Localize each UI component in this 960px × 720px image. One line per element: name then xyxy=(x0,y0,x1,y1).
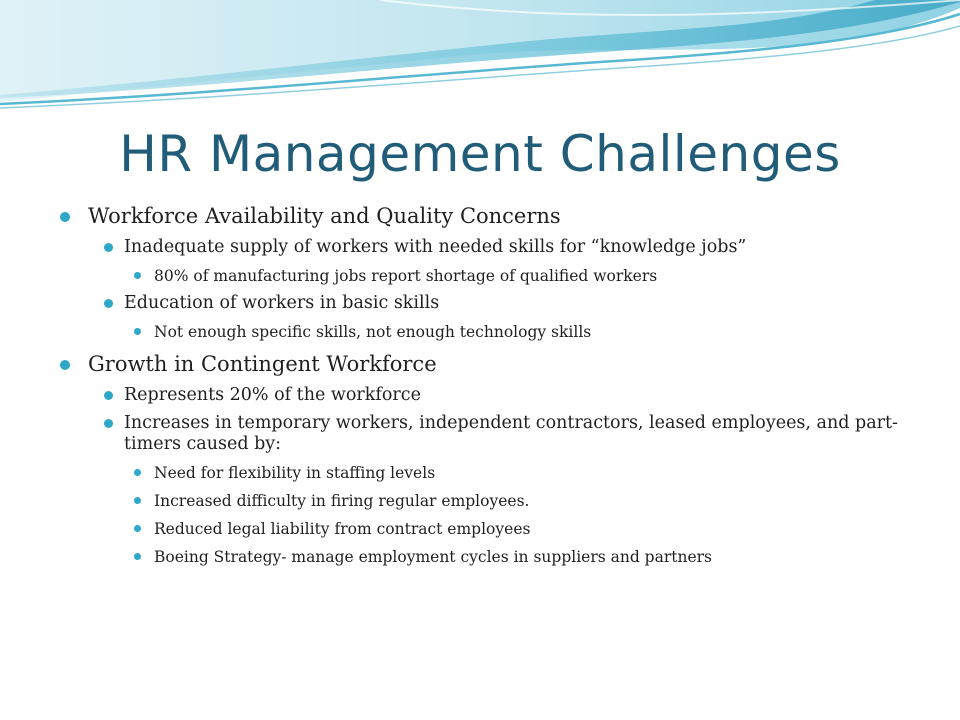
bullet-level3 xyxy=(60,491,900,511)
bullet-dot-icon xyxy=(134,553,141,560)
bullet-text: Increases in temporary workers, independent contractors, leased employees, and part-timers caused by: xyxy=(124,413,898,454)
bullet-level1 xyxy=(60,202,900,230)
bullet-dot-icon xyxy=(134,497,141,504)
bullet-level2 xyxy=(60,237,900,258)
bullet-level2 xyxy=(60,413,900,455)
bullet-level3 xyxy=(60,463,900,483)
bullet-level2 xyxy=(60,293,900,314)
bullet-dot-icon xyxy=(104,299,113,308)
bullet-dot-icon xyxy=(134,328,141,335)
bullet-text: Boeing Strategy- manage employment cycles in suppliers and partners xyxy=(154,548,713,566)
bullet-dot-icon xyxy=(134,272,141,279)
slide-content xyxy=(60,198,900,567)
bullet-level3 xyxy=(60,266,900,286)
bullet-level3 xyxy=(60,547,900,567)
header-wave-decoration xyxy=(0,0,960,120)
bullet-text: Represents 20% of the workforce xyxy=(124,385,421,405)
slide-title: HR Management Challenges xyxy=(119,125,841,183)
bullet-text: Reduced legal liability from contract employees xyxy=(154,520,531,538)
bullet-text: 80% of manufacturing jobs report shortage of qualified workers xyxy=(154,267,658,285)
bullet-level3 xyxy=(60,322,900,342)
bullet-text: Workforce Availability and Quality Concerns xyxy=(88,204,561,228)
bullet-dot-icon xyxy=(134,469,141,476)
bullet-text: Growth in Contingent Workforce xyxy=(88,352,437,376)
bullet-dot-icon xyxy=(104,243,113,252)
bullet-dot-icon xyxy=(104,419,113,428)
bullet-text: Need for flexibility in staffing levels xyxy=(154,464,436,482)
bullet-text: Education of workers in basic skills xyxy=(124,293,440,313)
bullet-dot-icon xyxy=(134,525,141,532)
bullet-dot-icon xyxy=(104,391,113,400)
bullet-level1 xyxy=(60,350,900,378)
bullet-level3 xyxy=(60,519,900,539)
bullet-level2 xyxy=(60,385,900,406)
bullet-text: Inadequate supply of workers with needed skills for “knowledge jobs” xyxy=(124,237,747,257)
bullet-text: Not enough specific skills, not enough technology skills xyxy=(154,323,592,341)
bullet-text: Increased difficulty in firing regular employees. xyxy=(154,492,530,510)
bullet-dot-icon xyxy=(60,360,70,370)
bullet-dot-icon xyxy=(60,212,70,222)
